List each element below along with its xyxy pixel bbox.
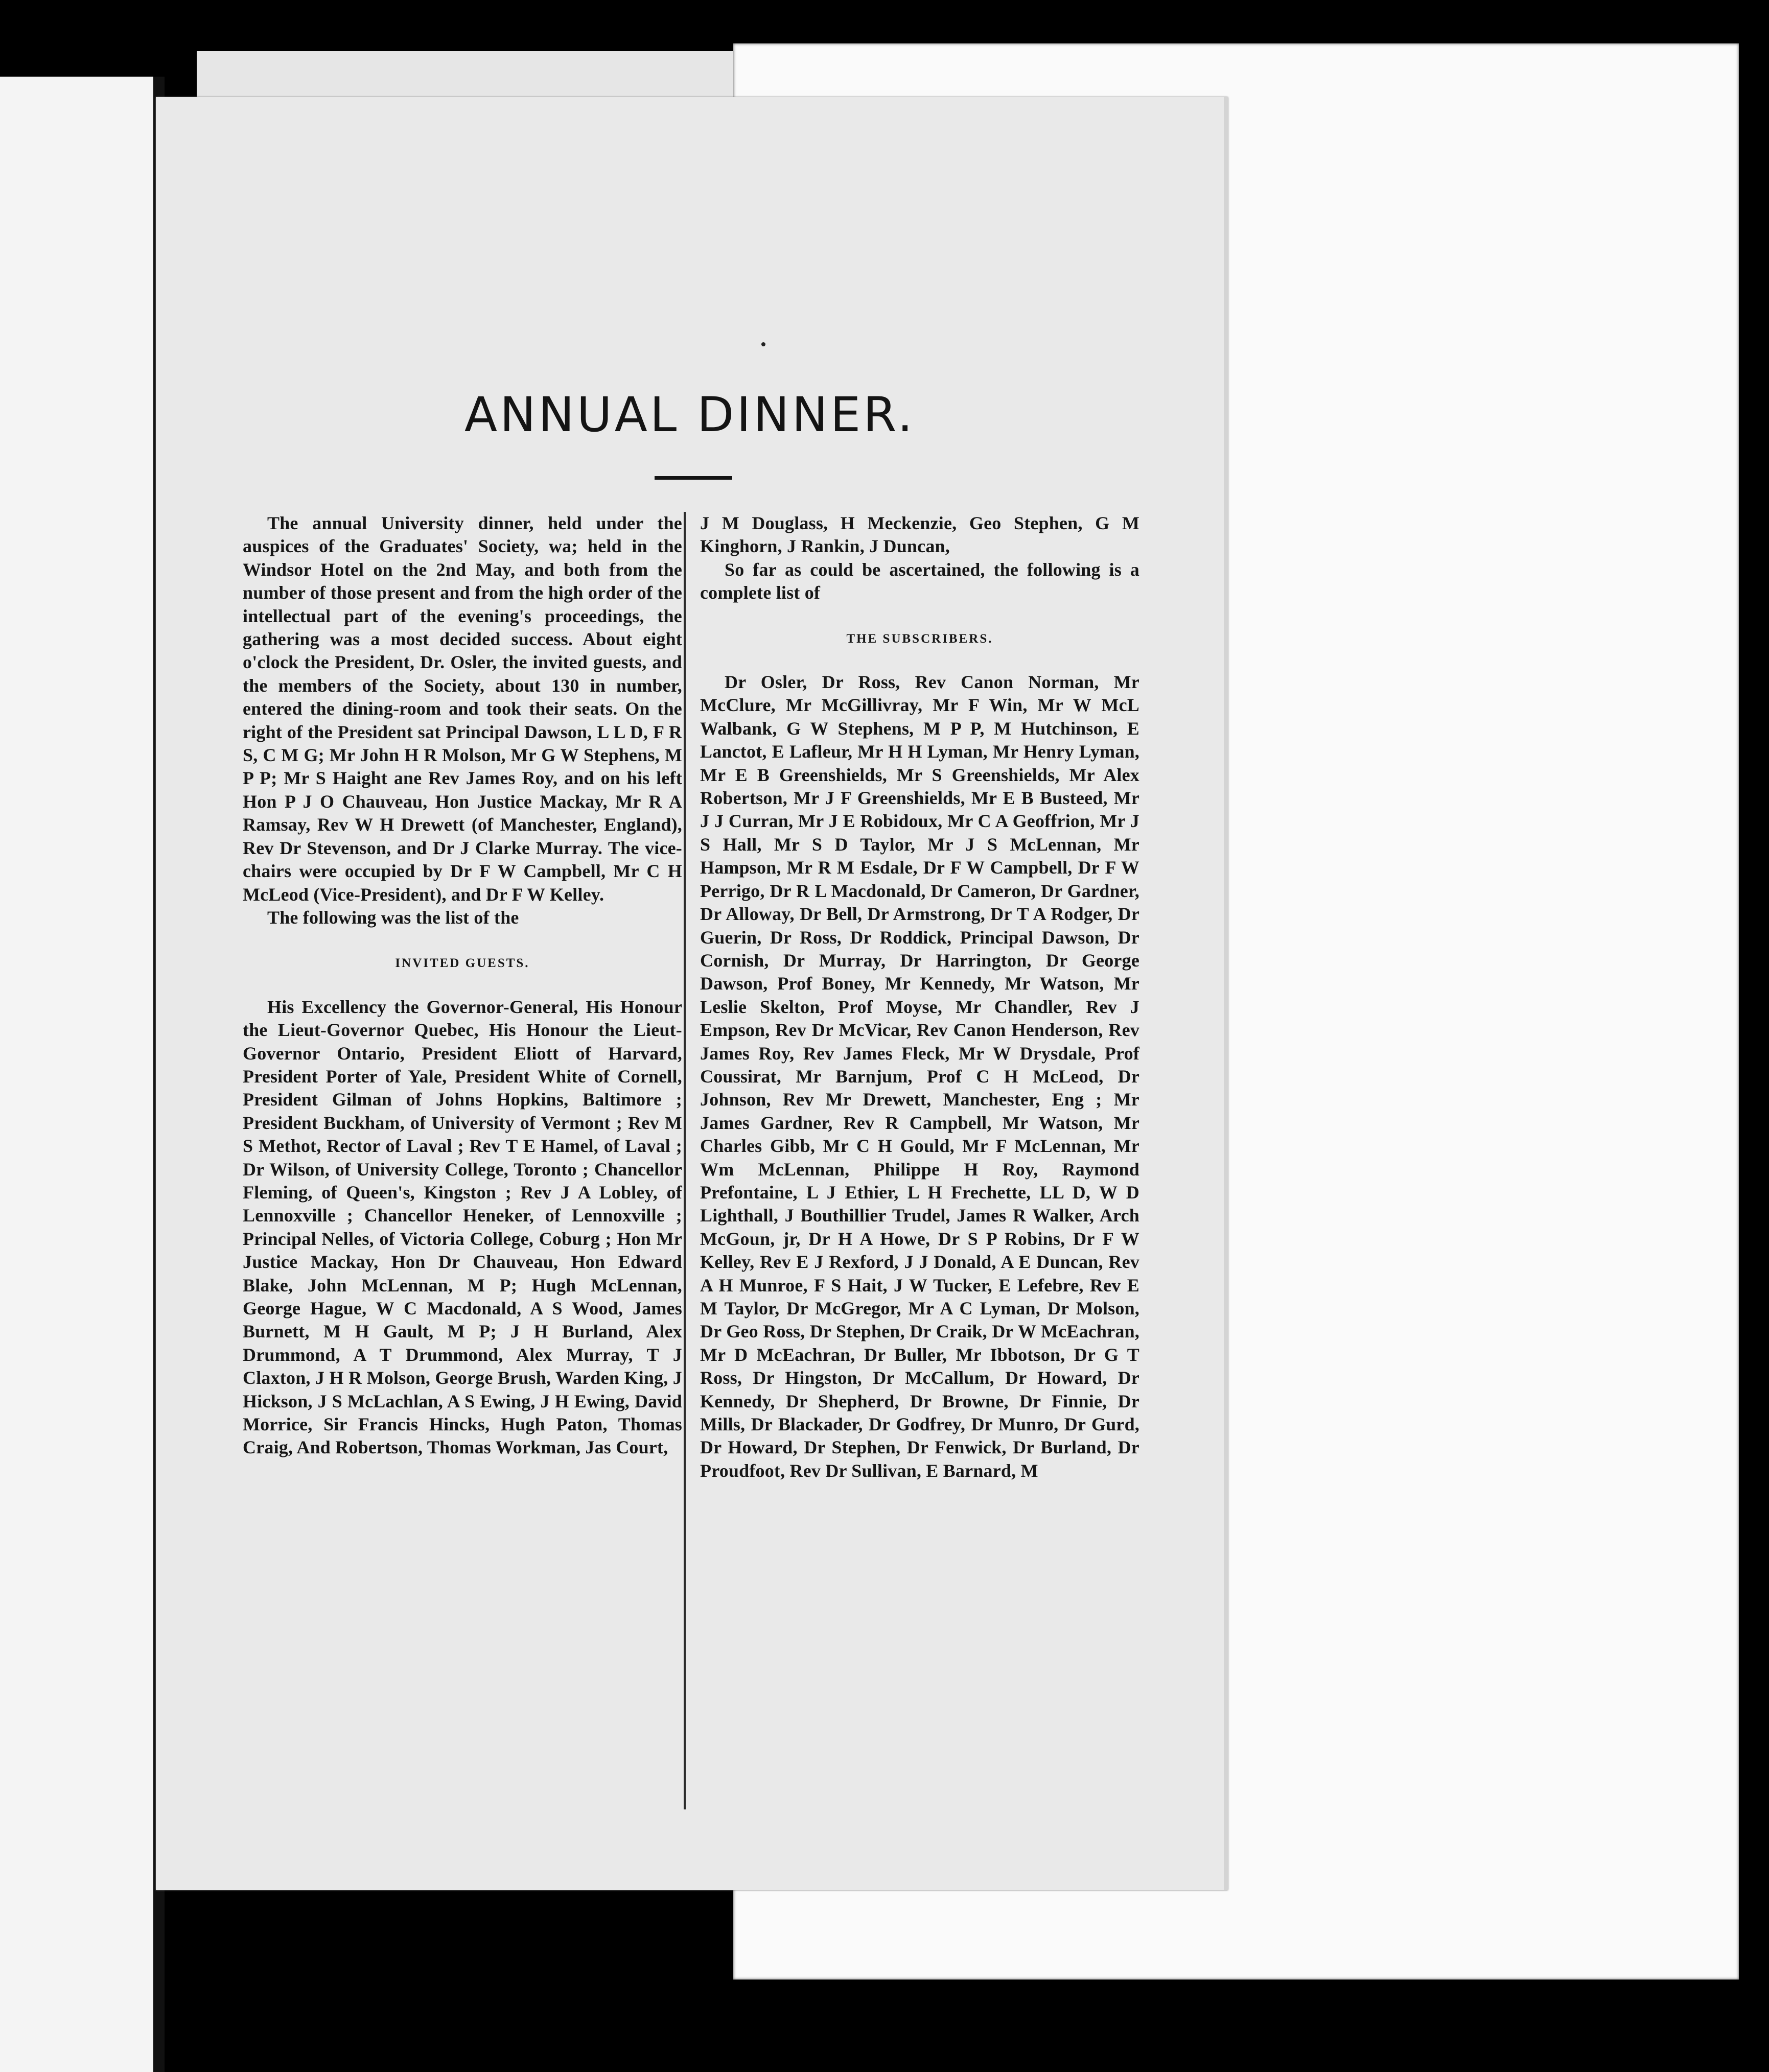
intro-paragraph: The annual University dinner, held under the auspices of the Graduates' Society, wa; held in the Windsor Hotel on the 2nd May, and both from the number of those present and from the high order of the intellectual part of the evening's proceedings, the gathering was a most decided success. About eight o'clock the President, Dr. Osler, the invited guests, and the members of the Society, about 130 in number, entered the dining-room and took their seats. On the right of the President sat Principal Dawson, L L D, F R S, C M G; Mr John H R Molson, Mr G W Stephens, M P P; Mr S Haight ane Rev James Roy, and on his left Hon P J O Chauveau, Hon Justice Mackay, Mr R A Ramsay, Rev W H Drewett (of Manchester, England), Rev Dr Stevenson, and Dr J Clarke Murray. The vice-chairs were occupied by Dr F W Campbell, Mr C H McLeod (Vice-President), and Dr F W Kelley.: [243, 513, 682, 905]
invited-guests-list: His Excellency the Governor-General, His Honour the Lieut-Governor Quebec, His Honour the Lieut-Governor Ontario, President Eliott of Harvard, President Porter of Yale, President White of Cornell, President Gilman of Johns Hopkins, Baltimore ; President Buckham, of University of Vermont ; Rev M S Methot, Rector of Laval ; Rev T E Hamel, of Laval ; Dr Wilson, of University College, Toronto ; Chancellor Fleming, of Queen's, Kingston ; Rev J A Lobley, of Lennoxville ; Chancellor Heneker, of Lennoxville ; Principal Nelles, of Victoria College, Coburg ; Hon Mr Justice Mackay, Hon Dr Chauveau, Hon Edward Blake, John McLennan, M P; Hugh McLennan, George Hague, W C Macdonald, A S Wood, James Burnett, M H Gault, M P; J H Burland, Alex Drummond, A T Drummond, Alex Murray, T J Claxton, J H R Molson, George Brush, Warden King, J Hickson, J S McLachlan, A S Ewing, J H Ewing, David Morrice, Sir Francis Hincks, Hugh Paton, Thomas Craig, And Robertson, Thomas Workman, Jas Court,: [243, 996, 682, 1458]
page-top-strip: [197, 51, 733, 97]
subscribers-heading: THE SUBSCRIBERS.: [846, 631, 993, 646]
guest-list-intro: The following was the list of the: [267, 907, 519, 928]
column-divider: [684, 512, 686, 1809]
article-title: ANNUAL DINNER.: [464, 387, 916, 443]
left-column: [243, 512, 682, 1459]
subscribers-list: Dr Osler, Dr Ross, Rev Canon Norman, Mr McClure, Mr McGillivray, Mr F Win, Mr W McL Walbank, G W Stephens, M P P, M Hutchinson, E Lanctot, E Lafleur, Mr H H Lyman, Mr Henry Lyman, Mr E B Greenshields, Mr S Greenshields, Mr Alex Robertson, Mr J F Greenshields, Mr E B Busteed, Mr J J Curran, Mr J E Robidoux, Mr C A Geoffrion, Mr J S Hall, Mr S D Taylor, Mr J S McLennan, Mr Hampson, Mr R M Esdale, Dr F W Campbell, Dr F W Perrigo, Dr R L Macdonald, Dr Cameron, Dr Gardner, Dr Alloway, Dr Bell, Dr Armstrong, Dr T A Rodger, Dr Guerin, Dr Ross, Dr Roddick, Principal Dawson, Dr Cornish, Dr Murray, Dr Harrington, Dr George Dawson, Prof Boney, Mr Kennedy, Mr Watson, Mr Leslie Skelton, Prof Moyse, Mr Chandler, Rev J Empson, Rev Dr McVicar, Rev Canon Henderson, Rev James Roy, Rev James Fleck, Mr W Drysdale, Prof Coussirat, Mr Barnjum, Prof C H McLeod, Dr Johnson, Rev Mr Drewett, Manchester, Eng ; Mr James Gardner, Rev R Campbell, Mr Watson, Mr Charles Gibb, Mr C H Gould, Mr F McLennan, Mr Wm McLennan, Philippe H Roy, Raymond Prefontaine, L J Ethier, L H Frechette, LL D, W D Lighthall, J Bouthillier Trudel, James R Walker, Arch McGoun, jr, Dr H A Howe, Dr S P Robins, Dr F W Kelley, Rev E J Rexford, J J Donald, A E Duncan, Rev A H Munroe, F S Hait, J W Tucker, E Lefebre, Rev E M Taylor, Dr McGregor, Mr A C Lyman, Dr Molson, Dr Geo Ross, Dr Stephen, Dr Craik, Dr W McEachran, Mr D McEachran, Dr Buller, Mr Ibbotson, Dr G T Ross, Dr Hingston, Dr McCallum, Dr Howard, Dr Kennedy, Dr Shepherd, Dr Browne, Dr Finnie, Dr Mills, Dr Blackader, Dr Godfrey, Dr Munro, Dr Gurd, Dr Howard, Dr Stephen, Dr Fenwick, Dr Burland, Dr Proudfoot, Rev Dr Sullivan, E Barnard, M: [700, 672, 1139, 1481]
invited-guests-list-continued: J M Douglass, H Meckenzie, Geo Stephen, G M Kinghorn, J Rankin, J Duncan,: [700, 513, 1139, 557]
right-column: [700, 512, 1139, 1482]
left-page-edge: [0, 77, 165, 2072]
title-rule: [655, 476, 732, 480]
article-page: [156, 97, 1228, 1890]
invited-guests-heading: INVITED GUESTS.: [395, 956, 530, 971]
ink-speck: [761, 342, 765, 346]
subscribers-intro: So far as could be ascertained, the following is a complete list of: [700, 559, 1139, 603]
